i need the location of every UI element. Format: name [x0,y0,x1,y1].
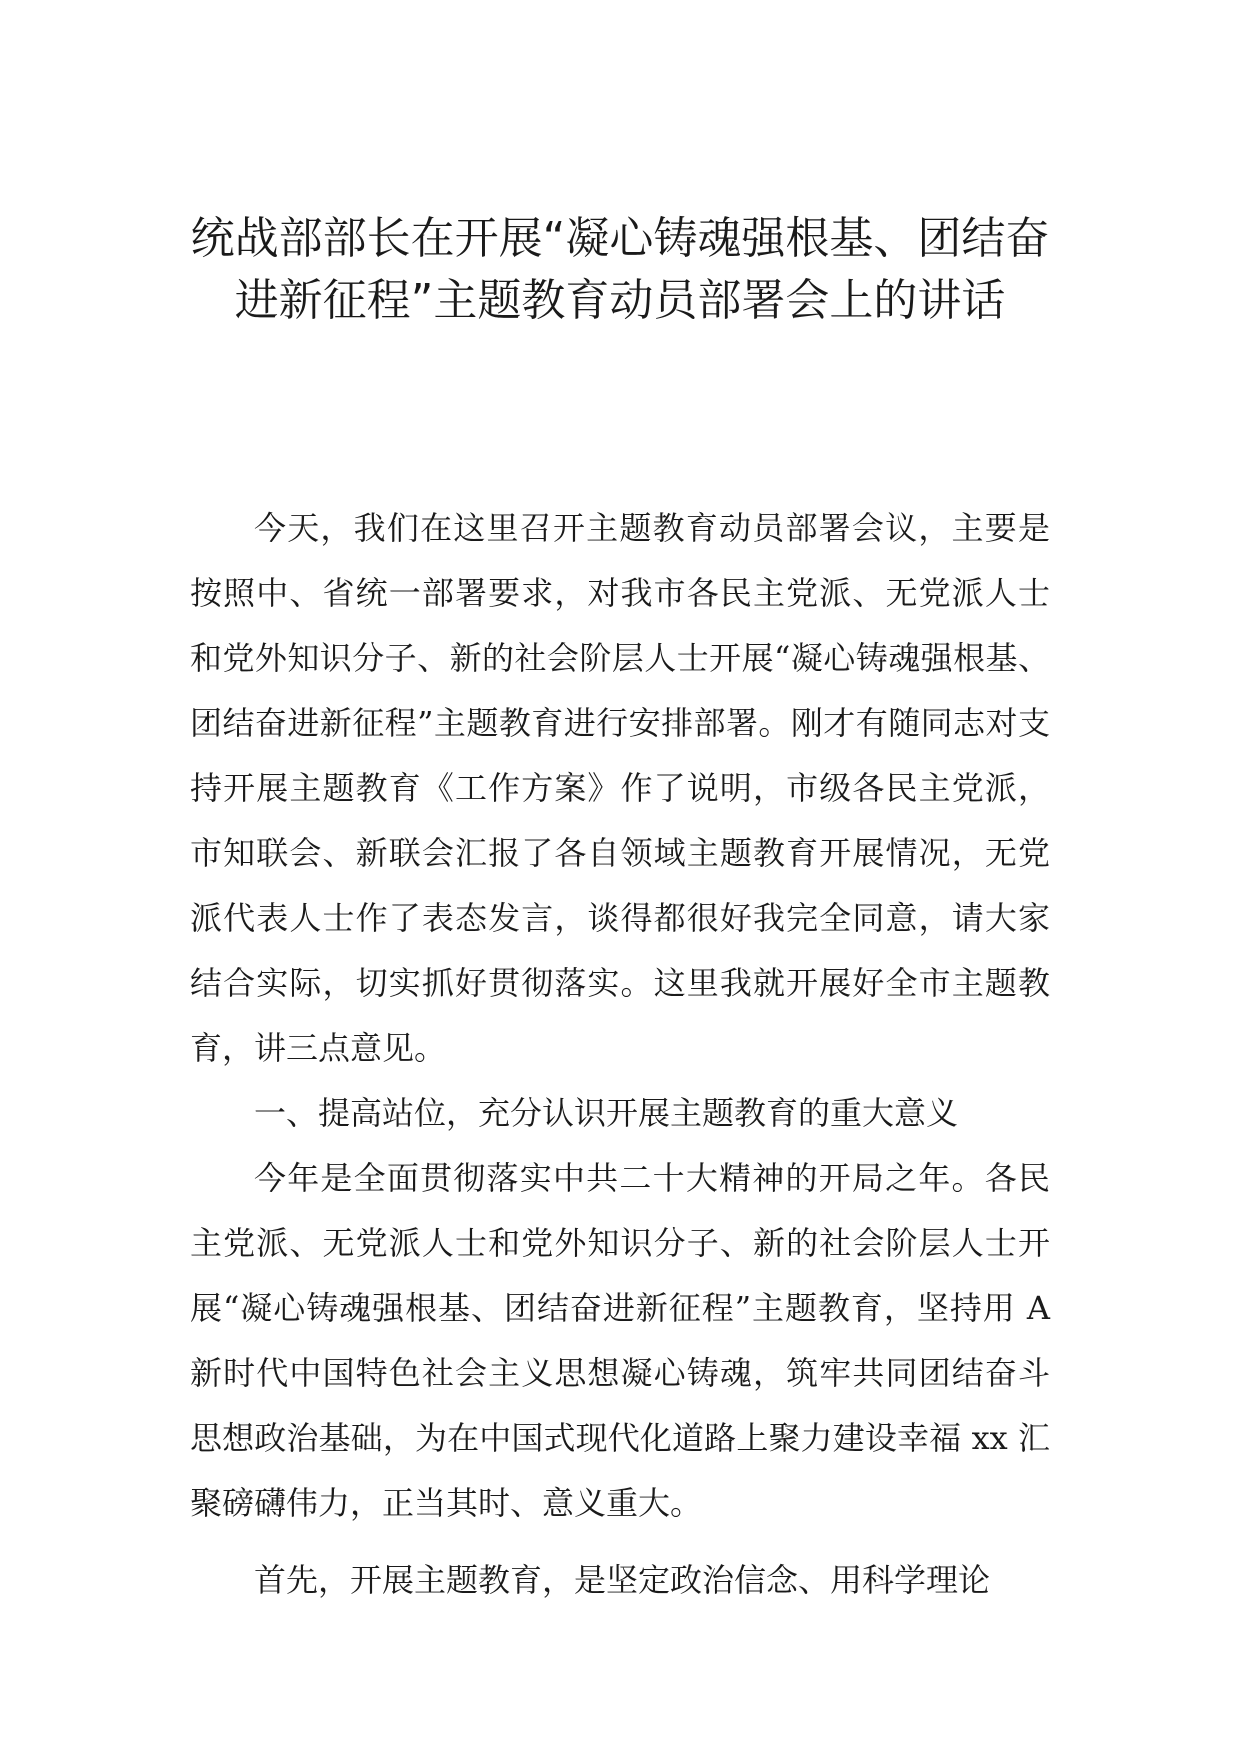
document-title: 统战部部长在开展“凝心铸魂强根基、团结奋进新征程”主题教育动员部署会上的讲话 [190,213,1050,326]
paragraph-intro: 今天，我们在这里召开主题教育动员部署会议，主要是按照中、省统一部署要求，对我市各民主党派、无党派人士和党外知识分子、新的社会阶层人士开展“凝心铸魂强根基、团结奋进新征程”主题教育进行安排部署。刚才有随同志对支持开展主题教育《工作方案》作了说明，市级各民主党派，市知联会、新联会汇报了各自领域主题教育开展情况，无党派代表人士作了表态发言，谈得都很好我完全同意，请大家结合实际，切实抓好贯彻落实。这里我就开展好全市主题教育，讲三点意见。 [190,509,1050,1067]
paragraph-first-point: 首先，开展主题教育，是坚定政治信念、用科学理论 [254,1561,991,1599]
paragraph-significance: 今年是全面贯彻落实中共二十大精神的开局之年。各民主党派、无党派人士和党外知识分子、新的社会阶层人士开展“凝心铸魂强根基、团结奋进新征程”主题教育，坚持用 A 新时代中国特色社会主义思想凝心铸魂，筑牢共同团结奋斗思想政治基础，为在中国式现代化道路上聚力建设幸福 xx 汇聚磅礴伟力，正当其时、意义重大。 [190,1159,1050,1522]
section-heading-1: 一、提高站位，充分认识开展主题教育的重大意义 [254,1094,959,1132]
document-body [190,496,1050,1613]
